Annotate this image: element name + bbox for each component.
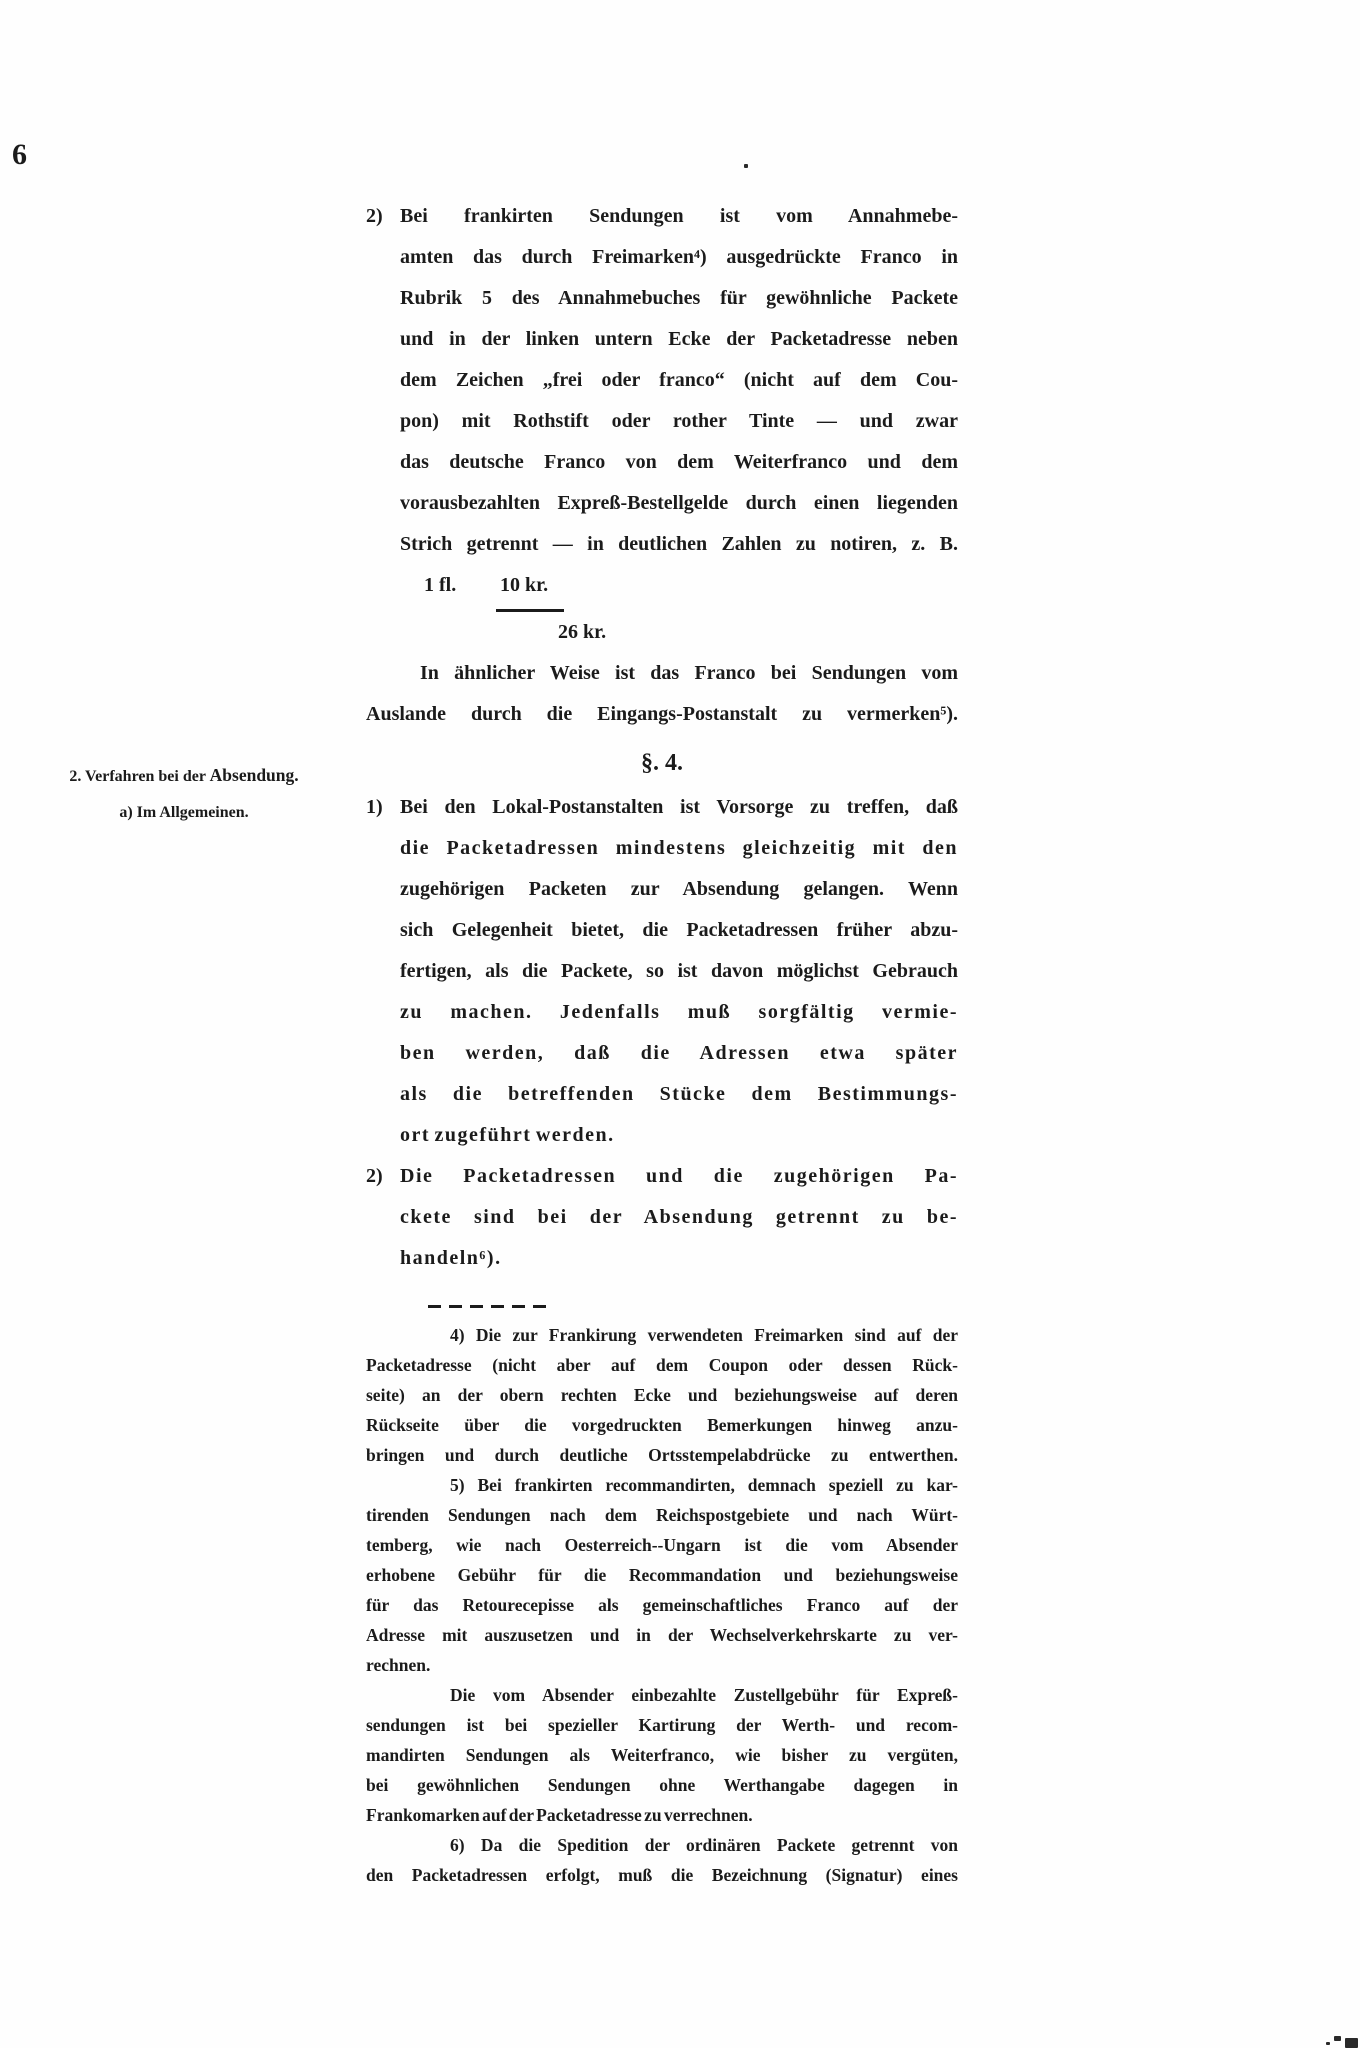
- text-line: die Packetadressen mindestens gleichzeitig mit den: [400, 837, 958, 859]
- footnote-lines: [366, 1470, 958, 1680]
- paragraph-lines: [400, 1156, 958, 1279]
- list-marker: 1): [366, 796, 383, 818]
- text-line: In ähnlicher Weise ist das Franco bei Sendungen vom: [420, 662, 958, 684]
- page-number: 6: [12, 138, 27, 171]
- text-line: Bei frankirten Sendungen ist vom Annahmebe-: [400, 205, 958, 227]
- text-line: Packetadresse (nicht aber auf dem Coupon oder dessen Rück-: [366, 1355, 958, 1375]
- footnote-4: [366, 1320, 958, 1470]
- text-line: sendungen ist bei spezieller Kartirung der Werth- und recom-: [366, 1715, 958, 1735]
- amount-numerator: [424, 565, 958, 612]
- text-line: ort zugeführt werden.: [400, 1124, 615, 1146]
- text-line: Adresse mit auszusetzen und in der Wechselverkehrskarte zu ver-: [366, 1625, 958, 1645]
- text-line: Strich getrennt — in deutlichen Zahlen zu notiren, z. B.: [400, 533, 958, 555]
- text-line: Die Packetadressen und die zugehörigen Pa-: [400, 1165, 958, 1187]
- paragraph-item-1: [366, 787, 958, 1156]
- amount-denominator: 26 kr.: [558, 621, 607, 643]
- margin-note-subheading: a) Im Allgemeinen.: [119, 804, 249, 821]
- text-line: für das Retourecepisse als gemeinschaftliches Franco auf der: [366, 1595, 958, 1615]
- text-line: ben werden, daß die Adressen etwa später: [400, 1042, 958, 1064]
- scan-speck: [1334, 2036, 1341, 2041]
- scan-speck: [744, 164, 748, 168]
- text-line: 4) Die zur Frankirung verwendeten Freimarken sind auf der: [450, 1325, 958, 1345]
- text-line: zu machen. Jedenfalls muß sorgfältig vermie-: [400, 1001, 958, 1023]
- footnote-separator: [428, 1305, 554, 1308]
- text-line: pon) mit Rothstift oder rother Tinte — und zwar: [400, 410, 958, 432]
- amount-kreuzer-underlined: 10 kr.: [496, 565, 564, 612]
- paragraph-lines: [366, 653, 958, 735]
- text-line: und in der linken untern Ecke der Packetadresse neben: [400, 328, 958, 350]
- amount-example: [366, 565, 958, 653]
- footnote-lines: [366, 1830, 958, 1890]
- text-line: zugehörigen Packeten zur Absendung gelangen. Wenn: [400, 878, 958, 900]
- margin-note-heading-bold: Absendung.: [209, 765, 299, 785]
- paragraph-similar-manner: [366, 653, 958, 735]
- text-line: amten das durch Freimarken⁴) ausgedrückte Franco in: [400, 246, 958, 268]
- margin-note-heading: [46, 764, 322, 788]
- footnote-lines: [366, 1680, 958, 1830]
- text-line: 5) Bei frankirten recommandirten, demnach speziell zu kar-: [450, 1475, 958, 1495]
- text-line: fertigen, als die Packete, so ist davon möglichst Gebrauch: [400, 960, 958, 982]
- text-line: tirenden Sendungen nach dem Reichspostgebiete und nach Würt-: [366, 1505, 958, 1525]
- main-text-column: [366, 196, 958, 1890]
- list-marker: 2): [366, 205, 383, 227]
- text-line: bei gewöhnlichen Sendungen ohne Werthangabe dagegen in: [366, 1775, 958, 1795]
- text-line: bringen und durch deutliche Ortsstempelabdrücke zu entwerthen.: [366, 1445, 958, 1465]
- footnote-5: [366, 1470, 958, 1680]
- text-line: den Packetadressen erfolgt, muß die Bezeichnung (Signatur) eines: [366, 1865, 958, 1885]
- text-line: sich Gelegenheit bietet, die Packetadressen früher abzu-: [400, 919, 958, 941]
- footnotes-section: [366, 1320, 958, 1890]
- text-line: vorausbezahlten Expreß-Bestellgelde durch einen liegenden: [400, 492, 958, 514]
- footnote-6: [366, 1830, 958, 1890]
- scan-speck: [1345, 2038, 1358, 2048]
- text-line: Rubrik 5 des Annahmebuches für gewöhnliche Packete: [400, 287, 958, 309]
- text-line: Frankomarken auf der Packetadresse zu verrechnen.: [366, 1805, 753, 1825]
- text-line: Rückseite über die vorgedruckten Bemerkungen hinweg anzu-: [366, 1415, 958, 1435]
- text-line: Auslande durch die Eingangs-Postanstalt zu vermerken⁵).: [366, 703, 958, 725]
- amount-gulden: 1 fl.: [424, 574, 457, 596]
- paragraph-item-2: [366, 1156, 958, 1279]
- footnote-5-continuation: [366, 1680, 958, 1830]
- margin-note-heading-text: 2. Verfahren bei der: [69, 768, 210, 785]
- text-line: das deutsche Franco von dem Weiterfranco und dem: [400, 451, 958, 473]
- text-line: 6) Da die Spedition der ordinären Packete getrennt von: [450, 1835, 958, 1855]
- text-line: Die vom Absender einbezahlte Zustellgebühr für Expreß-: [450, 1685, 958, 1705]
- list-marker: 2): [366, 1165, 383, 1187]
- paragraph-item-2-top: [366, 196, 958, 565]
- text-line: dem Zeichen „frei oder franco“ (nicht auf dem Cou-: [400, 369, 958, 391]
- text-line: als die betreffenden Stücke dem Bestimmungs-: [400, 1083, 958, 1105]
- text-line: ckete sind bei der Absendung getrennt zu be-: [400, 1206, 958, 1228]
- paragraph-lines: [400, 196, 958, 565]
- text-line: handeln⁶).: [400, 1247, 502, 1269]
- margin-note: [46, 764, 322, 824]
- text-line: mandirten Sendungen als Weiterfranco, wie bisher zu vergüten,: [366, 1745, 958, 1765]
- scan-speck: [1326, 2042, 1330, 2045]
- section-heading: §. 4.: [641, 750, 683, 776]
- paragraph-lines: [400, 787, 958, 1156]
- text-line: rechnen.: [366, 1655, 431, 1675]
- text-line: erhobene Gebühr für die Recommandation und beziehungsweise: [366, 1565, 958, 1585]
- footnote-lines: [366, 1320, 958, 1470]
- text-line: seite) an der obern rechten Ecke und beziehungsweise auf deren: [366, 1385, 958, 1405]
- text-line: temberg, wie nach Oesterreich--Ungarn ist die vom Absender: [366, 1535, 958, 1555]
- text-line: Bei den Lokal-Postanstalten ist Vorsorge zu treffen, daß: [400, 796, 958, 818]
